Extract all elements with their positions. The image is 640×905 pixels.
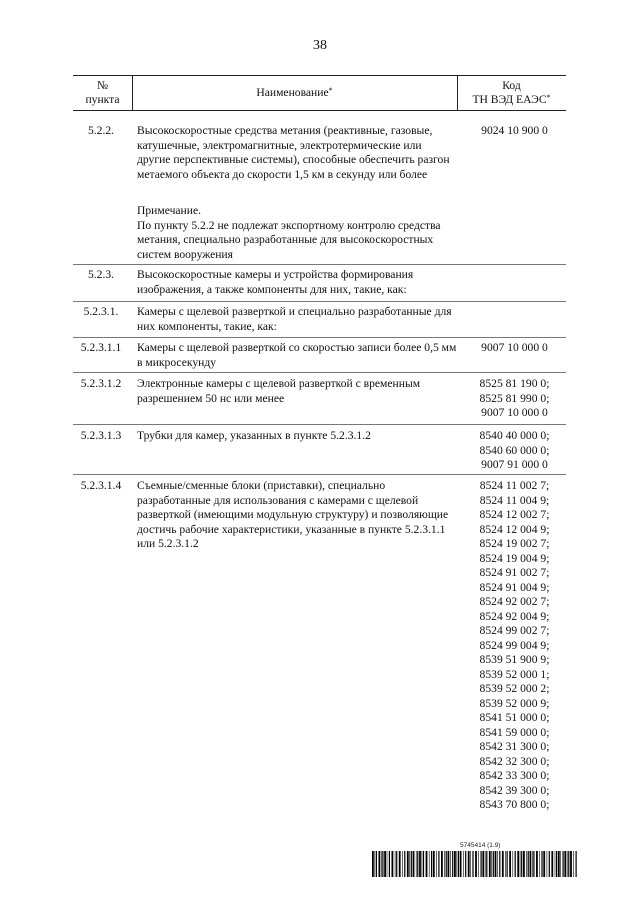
- header-num-line1: №: [96, 79, 109, 92]
- row-num: 5.2.3.1.3: [80, 429, 122, 442]
- row-name: Камеры с щелевой разверткой и специально разработанные для них компоненты, такие, как:: [137, 305, 452, 333]
- row-num: 5.2.3.: [87, 268, 115, 281]
- note-label: Примечание.: [137, 204, 201, 217]
- header-num-line2: пункта: [85, 93, 120, 106]
- row-codes: 8524 11 002 7; 8524 11 004 9; 8524 12 002 7; 8524 12 004 9; 8524 19 002 7; 8524 19 004 9; 8524 91 002 7; 8524 91 004 9; 8524 92 002 7; 8524 92 004 9; 8524 99 002 7; 8524 99 004 9; 8539 51 900 9; 8539 52 000 1; 8539 52 000 2; 8539 52 000 9; 8541 51 000 0; 8541 59 000 0; 8542 31 300 0; 8542 32 300 0; 8542 33 300 0; 8542 39 300 0; 8543 70 800 0;: [479, 479, 550, 811]
- row-note: [137, 204, 457, 262]
- header-code: Код ТН ВЭД ЕАЭС*: [472, 79, 551, 106]
- row-name: Камеры с щелевой разверткой со скоростью записи более 0,5 мм в микросекунду: [137, 341, 457, 369]
- note-text: По пункту 5.2.2 не подлежат экспортному контролю средства метания, специально разработанные для высокоскоростных систем вооружения: [137, 218, 441, 261]
- header-name: Наименование*: [256, 86, 333, 99]
- row-name: Электронные камеры с щелевой разверткой с временным разрешением 50 нс или менее: [137, 377, 421, 405]
- page-number: 38: [313, 38, 327, 53]
- row-codes: 9024 10 900 0: [481, 124, 548, 137]
- row-num: 5.2.3.1.: [83, 305, 119, 318]
- row-divider: [73, 474, 566, 475]
- table-header: [73, 75, 566, 111]
- row-codes: 9007 10 000 0: [481, 341, 548, 354]
- row-num: 5.2.3.1.2: [80, 377, 122, 390]
- barcode-icon: [372, 851, 580, 877]
- row-name: Трубки для камер, указанных в пункте 5.2.3.1.2: [137, 429, 371, 442]
- row-codes: 8525 81 190 0; 8525 81 990 0; 9007 10 000 0: [479, 377, 550, 419]
- row-name: Высокоскоростные камеры и устройства формирования изображения, а также компоненты для них, такие, как:: [137, 268, 414, 296]
- row-num: 5.2.2.: [87, 124, 115, 137]
- row-num: 5.2.3.1.1: [80, 341, 122, 354]
- row-codes: 8540 40 000 0; 8540 60 000 0; 9007 91 000 0: [479, 429, 550, 471]
- header-code-line1: Код: [502, 79, 521, 92]
- row-divider: [73, 301, 566, 302]
- row-divider: [73, 337, 566, 338]
- header-code-line2: ТН ВЭД ЕАЭС: [472, 93, 547, 106]
- row-divider: [73, 424, 566, 425]
- row-name: Съемные/сменные блоки (приставки), специально разработанные для использования с камерами с щелевой разверткой (имеющими модульную структуру) и позволяющие достичь рабочие характеристики, указанные в пункте 5.2.3.1.1 или 5.2.3.1.2: [137, 479, 449, 550]
- row-name: Высокоскоростные средства метания (реактивные, газовые, катушечные, электромагнитные, электротермические или другие перспективные системы), способные обеспечить разгон метаемого объекта до скорости 1,5 км в секунду или более: [137, 124, 450, 181]
- row-divider: [73, 264, 566, 265]
- document-number: 5745414 (1.9): [460, 842, 501, 849]
- row-divider: [73, 372, 566, 373]
- header-num: [73, 76, 132, 110]
- row-num: 5.2.3.1.4: [80, 479, 122, 492]
